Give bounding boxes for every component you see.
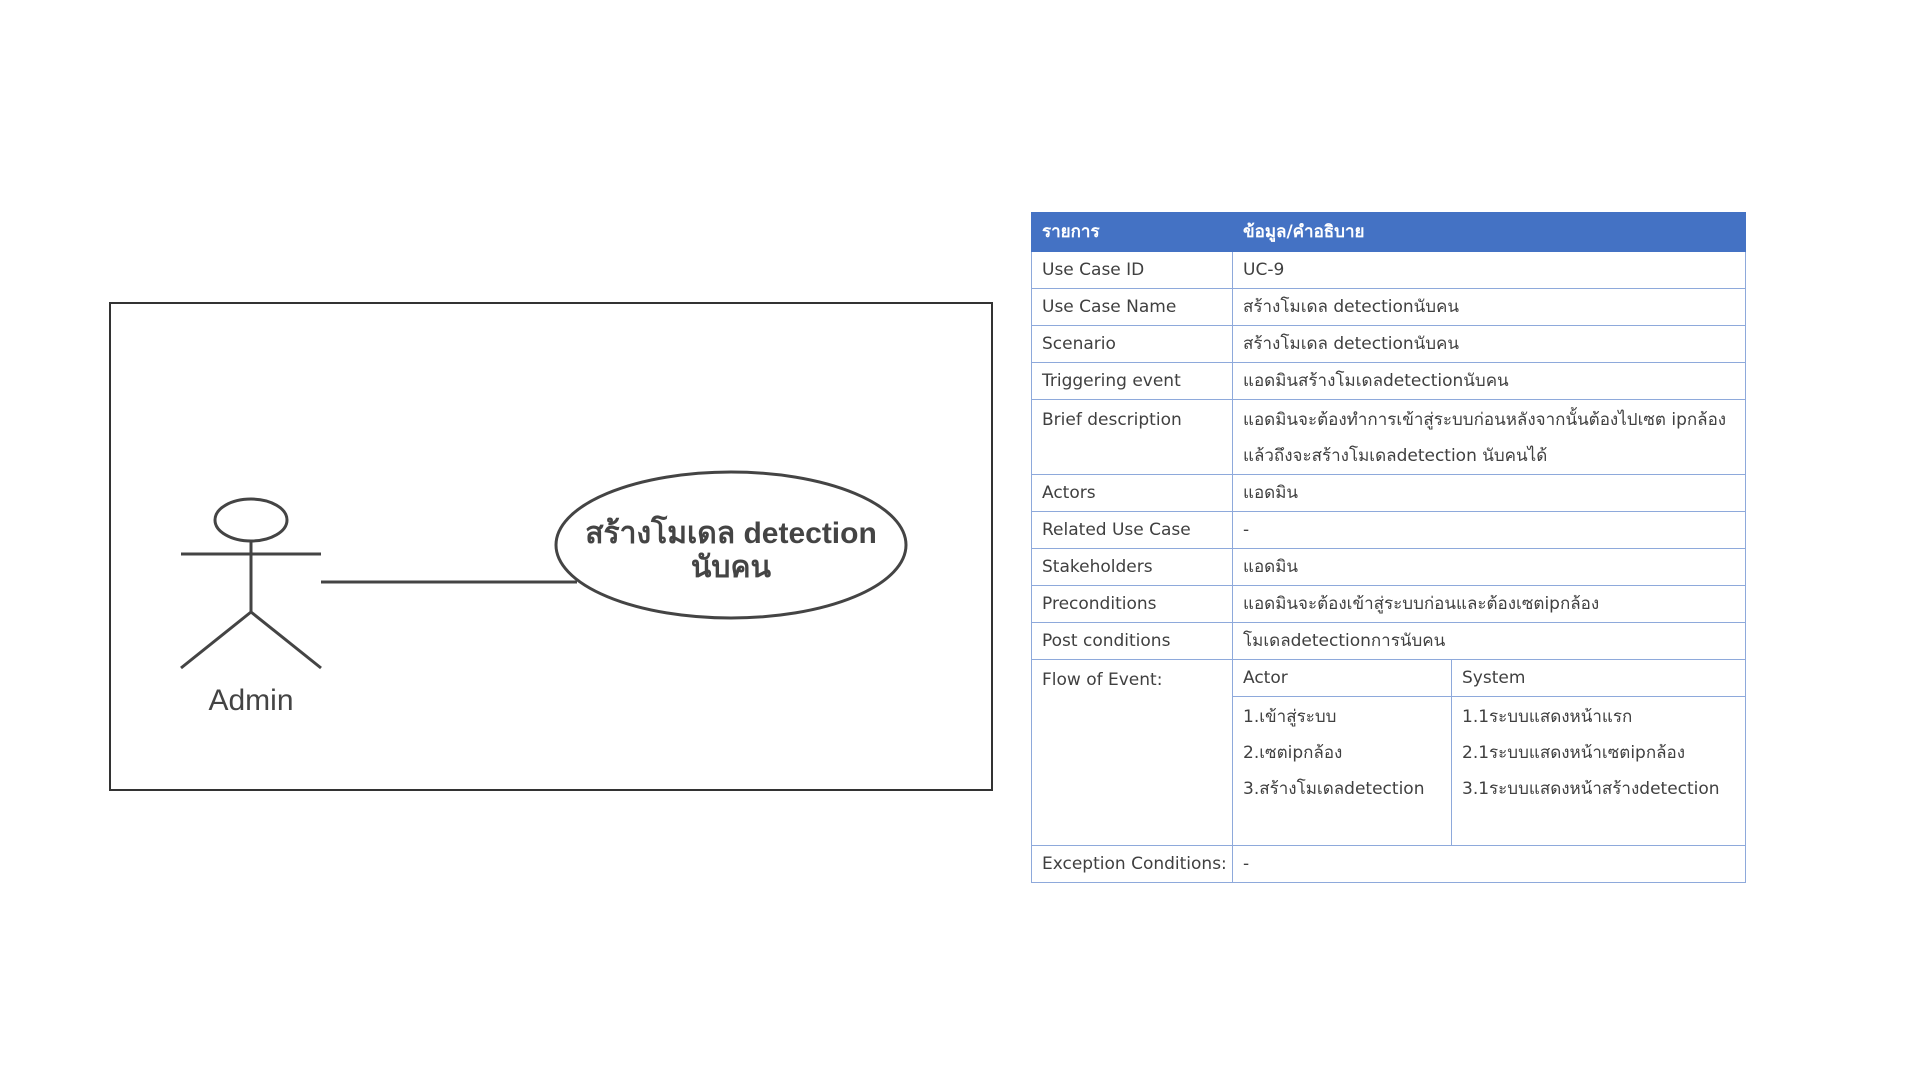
row-label-brief-description: Brief description bbox=[1032, 400, 1233, 475]
actor-right-leg bbox=[251, 612, 321, 668]
row-value-use-case-id: UC-9 bbox=[1233, 252, 1746, 289]
table-row bbox=[1032, 289, 1746, 326]
row-value-actors: แอดมิน bbox=[1233, 475, 1746, 512]
table-row bbox=[1032, 512, 1746, 549]
flow-system-steps bbox=[1452, 697, 1746, 846]
flow-actor-step: 3.สร้างโมเดลdetection bbox=[1243, 779, 1425, 799]
flow-actor-steps bbox=[1233, 697, 1452, 846]
row-label-related-use-case: Related Use Case bbox=[1032, 512, 1233, 549]
flow-actor-header: Actor bbox=[1233, 660, 1452, 697]
row-label-triggering-event: Triggering event bbox=[1032, 363, 1233, 400]
table-row bbox=[1032, 252, 1746, 289]
use-case-description-table bbox=[1031, 212, 1746, 883]
row-value-post-conditions: โมเดลdetectionการนับคน bbox=[1233, 623, 1746, 660]
row-label-use-case-name: Use Case Name bbox=[1032, 289, 1233, 326]
brief-description-line2: แล้วถึงจะสร้างโมเดลdetection นับคนได้ bbox=[1243, 446, 1548, 466]
actor-label: Admin bbox=[208, 684, 294, 717]
use-case-label-line2: นับคน bbox=[690, 551, 772, 584]
actor-left-leg bbox=[181, 612, 251, 668]
table-row bbox=[1032, 326, 1746, 363]
flow-actor-step: 2.เซตipกล้อง bbox=[1243, 743, 1343, 763]
row-label-flow-of-event: Flow of Event: bbox=[1032, 660, 1233, 846]
actor-head bbox=[215, 499, 287, 541]
row-value-scenario: สร้างโมเดล detectionนับคน bbox=[1233, 326, 1746, 363]
row-label-actors: Actors bbox=[1032, 475, 1233, 512]
row-label-scenario: Scenario bbox=[1032, 326, 1233, 363]
table-row bbox=[1032, 549, 1746, 586]
row-label-post-conditions: Post conditions bbox=[1032, 623, 1233, 660]
use-case-label-line1: สร้างโมเดล detection bbox=[585, 517, 877, 550]
row-value-use-case-name: สร้างโมเดล detectionนับคน bbox=[1233, 289, 1746, 326]
row-label-use-case-id: Use Case ID bbox=[1032, 252, 1233, 289]
use-case-diagram-svg bbox=[111, 304, 991, 789]
row-value-stakeholders: แอดมิน bbox=[1233, 549, 1746, 586]
row-value-exception-conditions: - bbox=[1233, 846, 1746, 883]
row-value-preconditions: แอดมินจะต้องเข้าสู่ระบบก่อนและต้องเซตipกล้อง bbox=[1233, 586, 1746, 623]
row-value-triggering-event: แอดมินสร้างโมเดลdetectionนับคน bbox=[1233, 363, 1746, 400]
flow-system-step: 3.1ระบบแสดงหน้าสร้างdetection bbox=[1462, 779, 1720, 799]
row-label-preconditions: Preconditions bbox=[1032, 586, 1233, 623]
flow-system-step: 2.1ระบบแสดงหน้าเซตipกล้อง bbox=[1462, 743, 1686, 763]
table-row bbox=[1032, 846, 1746, 883]
brief-description-line1: แอดมินจะต้องทำการเข้าสู่ระบบก่อนหลังจากนั้นต้องไปเซต ipกล้อง bbox=[1243, 410, 1727, 430]
use-case-diagram bbox=[109, 302, 993, 791]
flow-system-step: 1.1ระบบแสดงหน้าแรก bbox=[1462, 707, 1633, 727]
header-description: ข้อมูล/คำอธิบาย bbox=[1233, 213, 1746, 252]
table-row bbox=[1032, 623, 1746, 660]
actor-stick-figure bbox=[181, 499, 321, 668]
flow-actor-step: 1.เข้าสู่ระบบ bbox=[1243, 707, 1337, 727]
row-value-related-use-case: - bbox=[1233, 512, 1746, 549]
table-row bbox=[1032, 363, 1746, 400]
table-row bbox=[1032, 660, 1746, 697]
table-row bbox=[1032, 475, 1746, 512]
header-item: รายการ bbox=[1032, 213, 1233, 252]
table-row bbox=[1032, 400, 1746, 475]
row-label-exception-conditions: Exception Conditions: bbox=[1032, 846, 1233, 883]
table-row bbox=[1032, 586, 1746, 623]
row-value-brief-description bbox=[1233, 400, 1746, 475]
table-header-row bbox=[1032, 213, 1746, 252]
row-label-stakeholders: Stakeholders bbox=[1032, 549, 1233, 586]
flow-system-header: System bbox=[1452, 660, 1746, 697]
